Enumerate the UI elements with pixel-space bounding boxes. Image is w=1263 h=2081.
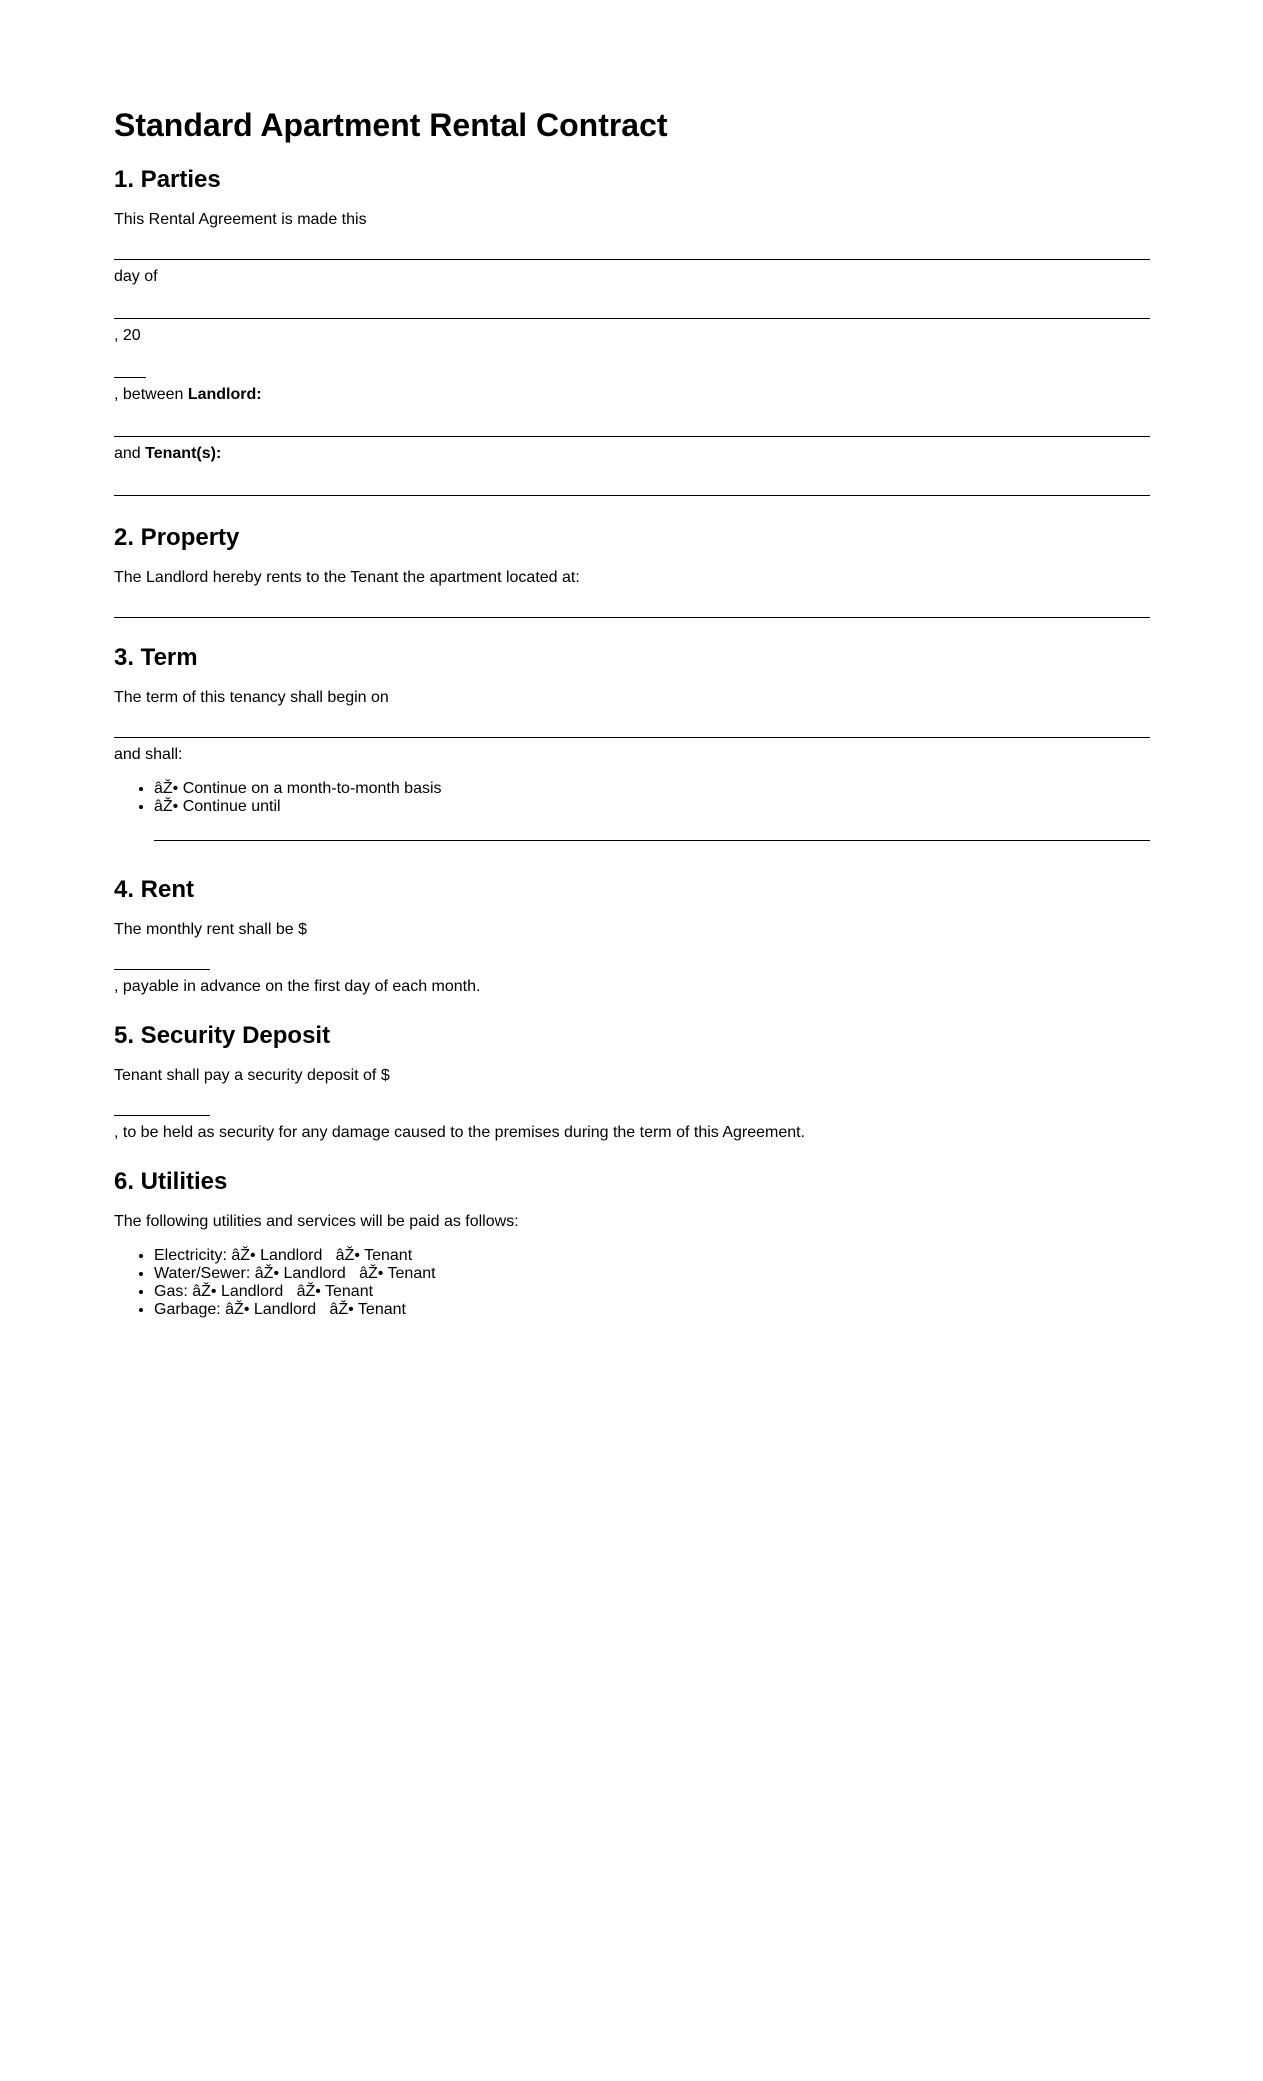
rent-text: The monthly rent shall be $: [114, 921, 307, 938]
deposit-tail-text: , to be held as security for any damage caused to the premises during the term of this Agreement.: [114, 1124, 806, 1141]
tenant-label: Tenant(s):: [145, 445, 222, 462]
rent-amount-field[interactable]: [114, 939, 210, 970]
section-parties: [114, 166, 1150, 496]
landlord-name-field[interactable]: [114, 404, 1150, 437]
term-start-text: The term of this tenancy shall begin on: [114, 689, 389, 706]
and-tenant-text: and Tenant(s):: [114, 445, 222, 462]
section-rent: [114, 876, 1150, 996]
property-address-field[interactable]: [114, 587, 1150, 618]
section-heading-term: 3. Term: [114, 644, 198, 671]
deposit-amount-field[interactable]: [114, 1085, 210, 1116]
rent-tail-text: , payable in advance on the first day of each month.: [114, 978, 481, 995]
utility-water-sewer[interactable]: • Water/Sewer: âŽ• Landlord âŽ• Tenant: [154, 1265, 1150, 1283]
agreement-day-field[interactable]: [114, 229, 1150, 260]
utility-gas[interactable]: • Gas: âŽ• Landlord âŽ• Tenant: [154, 1283, 1150, 1301]
section-utilities: [114, 1168, 1150, 1319]
agreement-year-field[interactable]: [114, 345, 146, 378]
utilities-text: The following utilities and services will be paid as follows:: [114, 1213, 519, 1230]
landlord-label: Landlord:: [187, 386, 262, 403]
term-option-continue-until[interactable]: • âŽ• Continue until: [154, 798, 1150, 841]
agreement-month-field[interactable]: [114, 286, 1150, 319]
utilities-list: [114, 1247, 1150, 1319]
property-text: The Landlord hereby rents to the Tenant the apartment located at:: [114, 569, 580, 586]
year-prefix-text: , 20: [114, 327, 141, 344]
and-shall-text: and shall:: [114, 746, 183, 763]
deposit-text: Tenant shall pay a security deposit of $: [114, 1067, 390, 1084]
section-heading-security-deposit: 5. Security Deposit: [114, 1022, 331, 1049]
tenant-name-field[interactable]: [114, 463, 1150, 496]
utility-garbage[interactable]: • Garbage: âŽ• Landlord âŽ• Tenant: [154, 1301, 1150, 1319]
utility-electricity[interactable]: • Electricity: âŽ• Landlord âŽ• Tenant: [154, 1247, 1150, 1265]
day-of-text: day of: [114, 268, 158, 285]
section-heading-parties: 1. Parties: [114, 166, 221, 193]
section-security-deposit: [114, 1022, 1150, 1142]
section-term: [114, 644, 1150, 841]
term-end-date-field[interactable]: [154, 816, 1150, 841]
section-property: [114, 524, 1150, 618]
page-title: Standard Apartment Rental Contract: [114, 107, 668, 143]
section-heading-rent: 4. Rent: [114, 876, 195, 903]
term-option-month-to-month[interactable]: • âŽ• Continue on a month-to-month basis: [154, 780, 1150, 798]
parties-intro-text: This Rental Agreement is made this: [114, 211, 367, 228]
section-heading-utilities: 6. Utilities: [114, 1168, 228, 1195]
term-options-list: [114, 780, 1150, 841]
section-heading-property: 2. Property: [114, 524, 240, 551]
between-landlord-text: , between Landlord:: [114, 386, 262, 403]
term-start-date-field[interactable]: [114, 707, 1150, 738]
